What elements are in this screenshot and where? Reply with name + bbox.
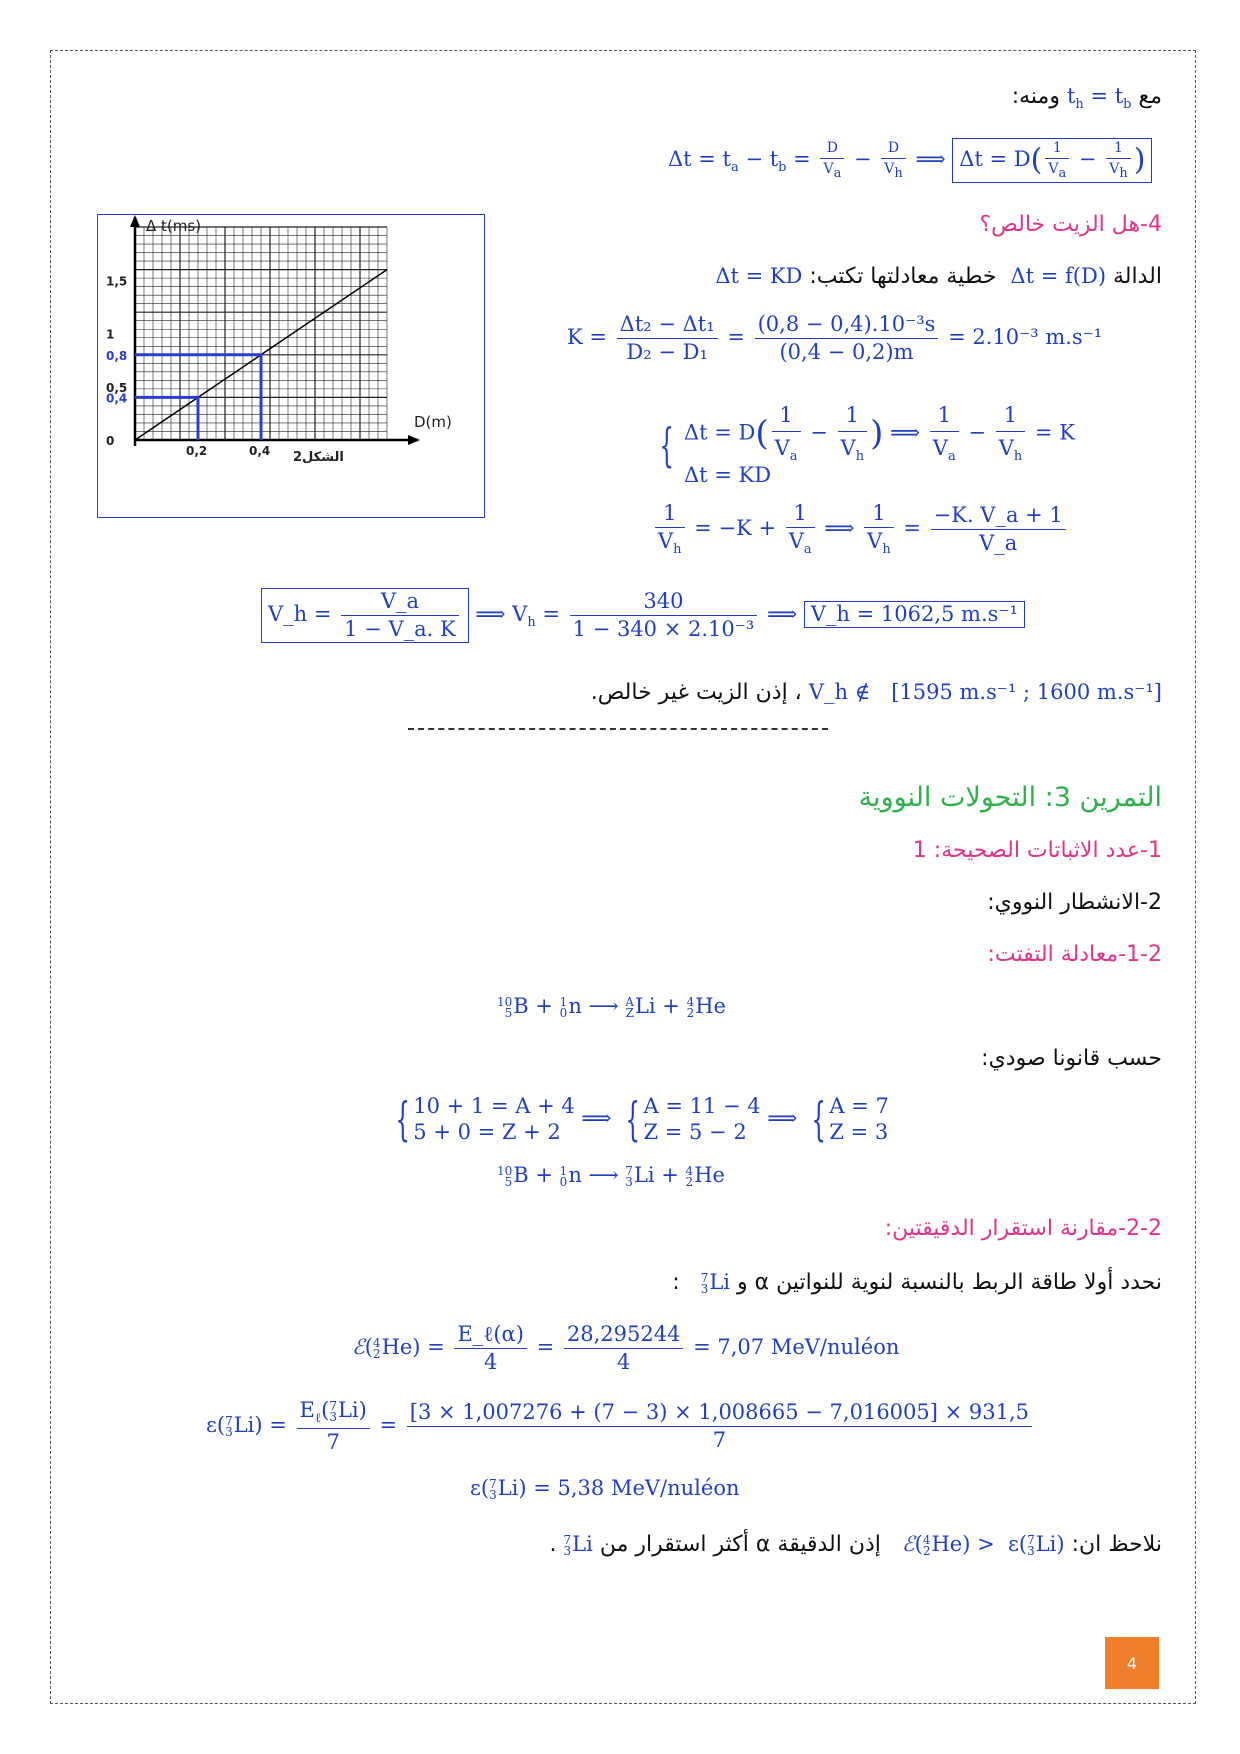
question-4-title: 4-هل الزيت خالص؟ (979, 212, 1162, 237)
vh-num-right: −K. V_a + 1 (931, 505, 1066, 530)
y-tick-label: 0,8 (106, 348, 128, 363)
graph-xlabel: D(m) (414, 413, 452, 431)
graph-svg (98, 215, 483, 516)
k-lhs: K = (567, 325, 607, 349)
vh-mid: = −K + (694, 516, 777, 541)
q22: 2-2-مقارنة استقرار الدقيقتين: (884, 1216, 1162, 1241)
eps-he-result: = 7,07 MeV/nuléon (693, 1335, 900, 1359)
q2: 2-الانشطار النووي: (987, 890, 1162, 915)
vh-formula-boxed (261, 588, 469, 643)
k-den1: D₂ − D₁ (626, 340, 708, 364)
delta-t-equation: $\Delta t = t_a - t_b$ = $\frac{D}{V_a}$ − $\frac{D}{V_h}$ ⟹ Δt = D( $\frac{1}{V_a}$ − $\frac{1}{V_h}$ ) (668, 138, 1152, 183)
soddy-line: حسب قانونا صودي: (981, 1046, 1162, 1071)
y-tick-label: 0,4 (106, 391, 128, 406)
epsilon-li: ε( 7 3 Li) = $E_\ell$( 7 3 Li) 7 = $\frac{[3 \times 1,007276 + (7 - 3) \times 1,008665 - 7,016005] \times 931,5}{7}$ (206, 1400, 1035, 1453)
y-tick-label: 1 (106, 327, 115, 342)
page-number: 4 (1105, 1637, 1159, 1689)
eps-he-num2: 28,295244 (564, 1324, 684, 1349)
conclusion-text: ، إذن الزيت غير خالص. (590, 680, 802, 705)
vh-den-right: V_a (979, 531, 1018, 556)
vh-symbol: V_h ∉ (808, 680, 871, 704)
graph-title: Δ t(ms) (146, 217, 202, 235)
delta-t-boxed: Δt = D( $\frac{1}{V_a}$ − $\frac{1}{V_h}$ ) (952, 138, 1152, 183)
intro-word-1: مع (1138, 84, 1162, 109)
vh-result: V_h = 1062,5 m.s⁻¹ (804, 601, 1025, 628)
x-tick-label: 0,4 (249, 444, 271, 458)
q1: 1-عدد الاثباتات الصحيحة: 1 (912, 838, 1162, 863)
eps-li-num2: [3 × 1,007276 + (7 − 3) × 1,008665 − 7,016005] × 931,5 (407, 1402, 1032, 1427)
soddy-c2: Z = 3 (829, 1120, 889, 1145)
eps-he-den2: 4 (616, 1350, 631, 1374)
vh-num: V_a (341, 591, 459, 616)
k-num1: Δt₂ − Δt₁ (617, 314, 718, 339)
y-tick-label: 0 (106, 434, 115, 448)
vh-den2: 1 − 340 × 2.10⁻³ (572, 617, 755, 641)
intro-line (1012, 84, 1162, 112)
y-axis-arrow (130, 215, 140, 227)
x-tick-label: 0,2 (186, 444, 208, 458)
k-calculation: K = $\frac{\text{Δt₂ − Δt₁}}{\text{D₂ − D₁}}$ = $\frac{\text{(0,8 − 0,4).10⁻³s}}{(0,4 - 0,2)m}$ = 2.10⁻³ m.s⁻¹ (567, 312, 1103, 364)
eps-li-den1: 7 (326, 1430, 340, 1455)
figure-2-graph (97, 214, 485, 518)
sys1-rhs: = K (1034, 420, 1075, 445)
system-1: { Δt = D( $\frac{1}{V_a}$ − $\frac{1}{V_h}$ ) ⟹ $\frac{1}{V_a}$ − $\frac{1}{V_h}$ = K Δt = KD (659, 403, 1075, 487)
vh-den: 1 − V_a. K (344, 617, 456, 641)
soddy-b1: A = 11 − 4 (643, 1094, 761, 1118)
k-num2: (0,8 − 0,4).10⁻³s (755, 314, 939, 339)
sys1-row1: Δt = D (683, 420, 756, 445)
soddy-a2: 5 + 0 = Z + 2 (413, 1120, 561, 1145)
binding-line: نحدد أولا طاقة الربط بالنسبة لنوية للنواتين α و 7 3 Li : (672, 1270, 1162, 1296)
soddy-c1: A = 7 (829, 1094, 889, 1118)
k-result: = 2.10⁻³ m.s⁻¹ (948, 325, 1103, 349)
vh-relation: $\frac{1}{V_h}$ = −K + $\frac{1}{V_a}$ ⟹ $\frac{1}{V_h}$ = $\frac{-K. V\_a + 1}{V\_a}$ (652, 503, 1069, 556)
reaction-equation-2: 10 5 B + 1 0 n ⟶ 7 3 Li + 4 2 He (497, 1163, 725, 1189)
function-line (715, 264, 1162, 289)
linear-label: خطية معادلتها تكتب: (809, 264, 997, 289)
eps-he-den1: 4 (484, 1350, 498, 1374)
x-axis-arrow (408, 435, 420, 445)
epsilon-li-result: ε( 7 3 Li) = 5,38 MeV/nuléon (470, 1476, 740, 1502)
exercise-3-title: التمرين 3: التحولات النووية (858, 782, 1162, 813)
q21: 1-2-معادلة التفتت: (987, 942, 1162, 967)
th-eq: $t_h = t_b$ (1066, 84, 1132, 113)
y-tick-label: 0,5 (106, 380, 128, 395)
intro-word-2: ومنه: (1011, 84, 1060, 109)
epsilon-he: ℰ( 4 2 He) = $\frac{\text{E\_ℓ(α)}}{4}$ = $\frac{28,295244}{4}$ = 7,07 MeV/nuléon (352, 1322, 900, 1374)
final-text-1: نلاحظ ان: (1071, 1532, 1162, 1557)
eps-he-num1: E_ℓ(α) (454, 1324, 526, 1349)
binding-colon: : (672, 1270, 680, 1295)
soddy-b2: Z = 5 − 2 (643, 1120, 747, 1145)
vh-final: V_h = $\frac{V\_a}{1 - V\_a. K}$ ⟹ $V_h$ = $\frac{340}{\text{1 − 340 × 2.10⁻³}}$ ⟹ V_h = 1062,5 m.s⁻¹ (261, 588, 1025, 643)
reaction-equation-1: 10 5 B + 1 0 n ⟶ A Z Li + 4 2 He (497, 994, 726, 1020)
final-inequality: ℰ( 4 2 He) > ε( 7 3 Li) (901, 1532, 1065, 1558)
y-tick-label: 1,5 (106, 274, 128, 289)
soddy-a1: 10 + 1 = A + 4 (413, 1094, 575, 1118)
vh-lhs: V_h = (268, 602, 332, 626)
conclusion-line (591, 680, 1162, 705)
sys1-row2: Δt = KD (683, 462, 772, 487)
separator (408, 728, 828, 730)
eps-li-den2: 7 (712, 1428, 727, 1453)
final-line: نلاحظ ان: ℰ( 4 2 He) > ε( 7 3 Li) إذن الدقيقة α أكثر استقرار من 7 3 Li . (549, 1532, 1162, 1558)
vh-num2: 340 (570, 591, 758, 616)
interval: [1595 m.s⁻¹ ; 1600 m.s⁻¹] (891, 680, 1162, 704)
k-den2: (0,4 − 0,2)m (779, 340, 914, 364)
soddy-system: { 10 + 1 = A + 4 5 + 0 = Z + 2 ⟹ { A = 11 − 4 Z = 5 − 2 ⟹ { A = 7 Z = 3 (395, 1092, 889, 1147)
function-label: الدالة (1113, 264, 1162, 289)
function-eq: Δt = f(D) (1010, 264, 1107, 288)
binding-text: نحدد أولا طاقة الربط بالنسبة لنوية للنواتين α و (737, 1270, 1162, 1295)
final-text-2: إذن الدقيقة α أكثر استقرار من (599, 1532, 881, 1557)
graph-caption: الشكل2 (293, 450, 344, 465)
linear-eq: Δt = KD (715, 264, 803, 288)
